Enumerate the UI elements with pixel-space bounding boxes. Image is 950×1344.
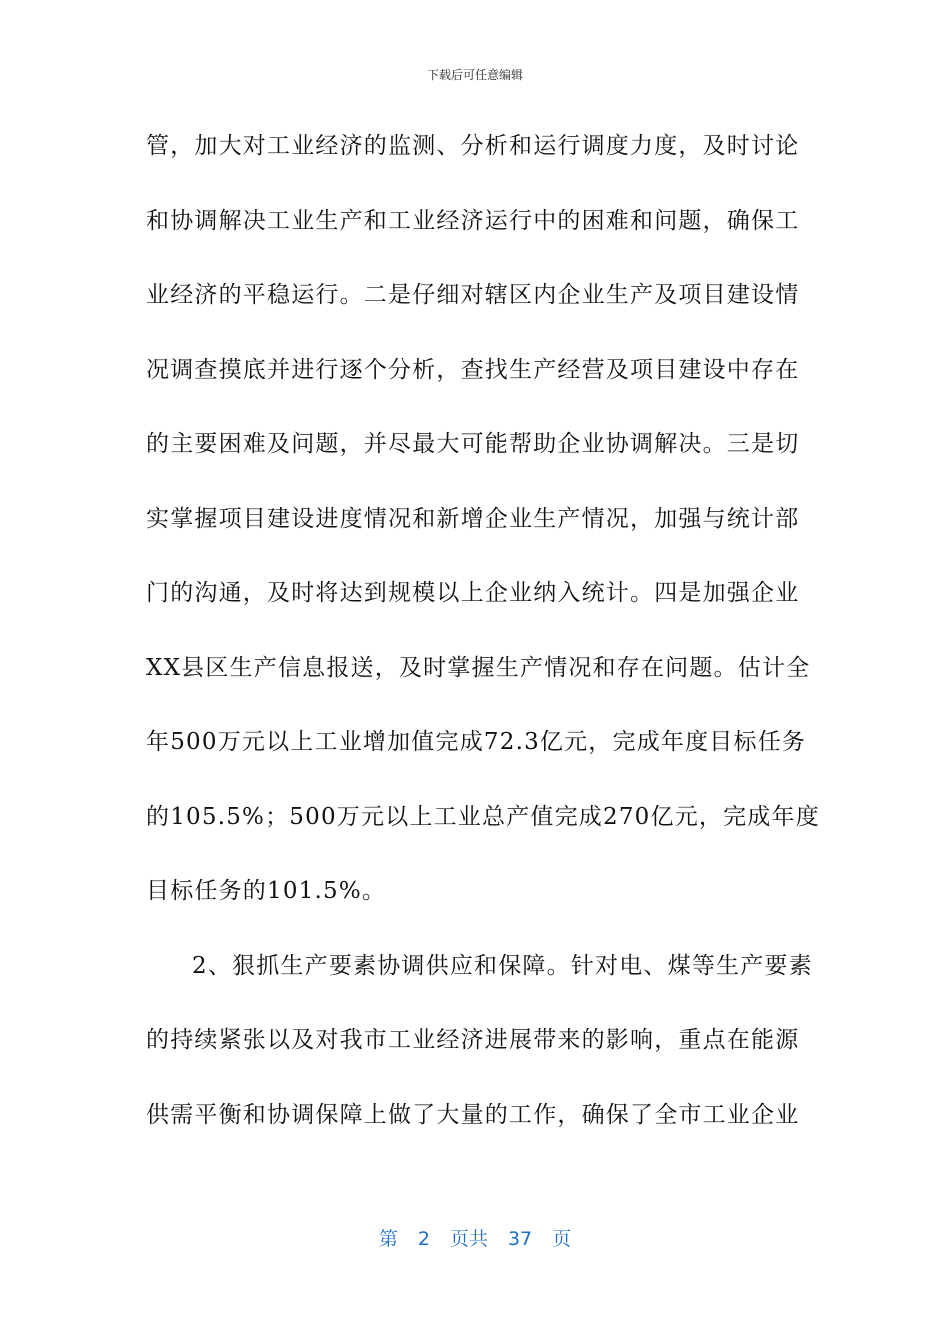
text-line: 的持续紧张以及对我市工业经济进展带来的影响，重点在能源: [146, 1027, 800, 1053]
text-line: XX县区生产信息报送，及时掌握生产情况和存在问题。估计全: [146, 654, 811, 681]
text-line: 的主要困难及问题，并尽最大可能帮助企业协调解决。三是切: [146, 431, 800, 457]
header-note: 下载后可任意编辑: [426, 68, 523, 82]
paragraph-2: [146, 938, 813, 1162]
document-body: [146, 118, 820, 1161]
text-line: 目标任务的101.5%。: [146, 878, 387, 904]
page-label: 第: [378, 1228, 398, 1250]
total-pages: 37: [507, 1228, 533, 1250]
page-footer: [0, 1224, 950, 1251]
text-line: 实掌握项目建设进度情况和新增企业生产情况，加强与统计部: [146, 505, 800, 532]
text-line: 管，加大对工业经济的监测、分析和运行调度力度，及时讨论: [146, 133, 800, 159]
text-line: 业经济的平稳运行。二是仔细对辖区内企业生产及项目建设情: [146, 282, 800, 308]
text-line: 年500万元以上工业增加值完成72.3亿元，完成年度目标任务: [146, 729, 807, 755]
page-total-label: 页共: [449, 1228, 488, 1250]
text-line: 的105.5%；500万元以上工业总产值完成270亿元，完成年度: [146, 803, 820, 830]
text-line: 和协调解决工业生产和工业经济运行中的困难和问题，确保工: [146, 207, 800, 234]
page-number: 2: [417, 1228, 430, 1250]
text-line: 门的沟通，及时将达到规模以上企业纳入统计。四是加强企业: [146, 580, 800, 606]
text-line: 供需平衡和协调保障上做了大量的工作，确保了全市工业企业: [146, 1101, 800, 1128]
paragraph-1: [146, 118, 820, 938]
page-suffix: 页: [552, 1228, 572, 1250]
text-line: 2、狠抓生产要素协调供应和保障。针对电、煤等生产要素: [192, 952, 813, 979]
text-line: 况调查摸底并进行逐个分析，查找生产经营及项目建设中存在: [146, 356, 800, 383]
